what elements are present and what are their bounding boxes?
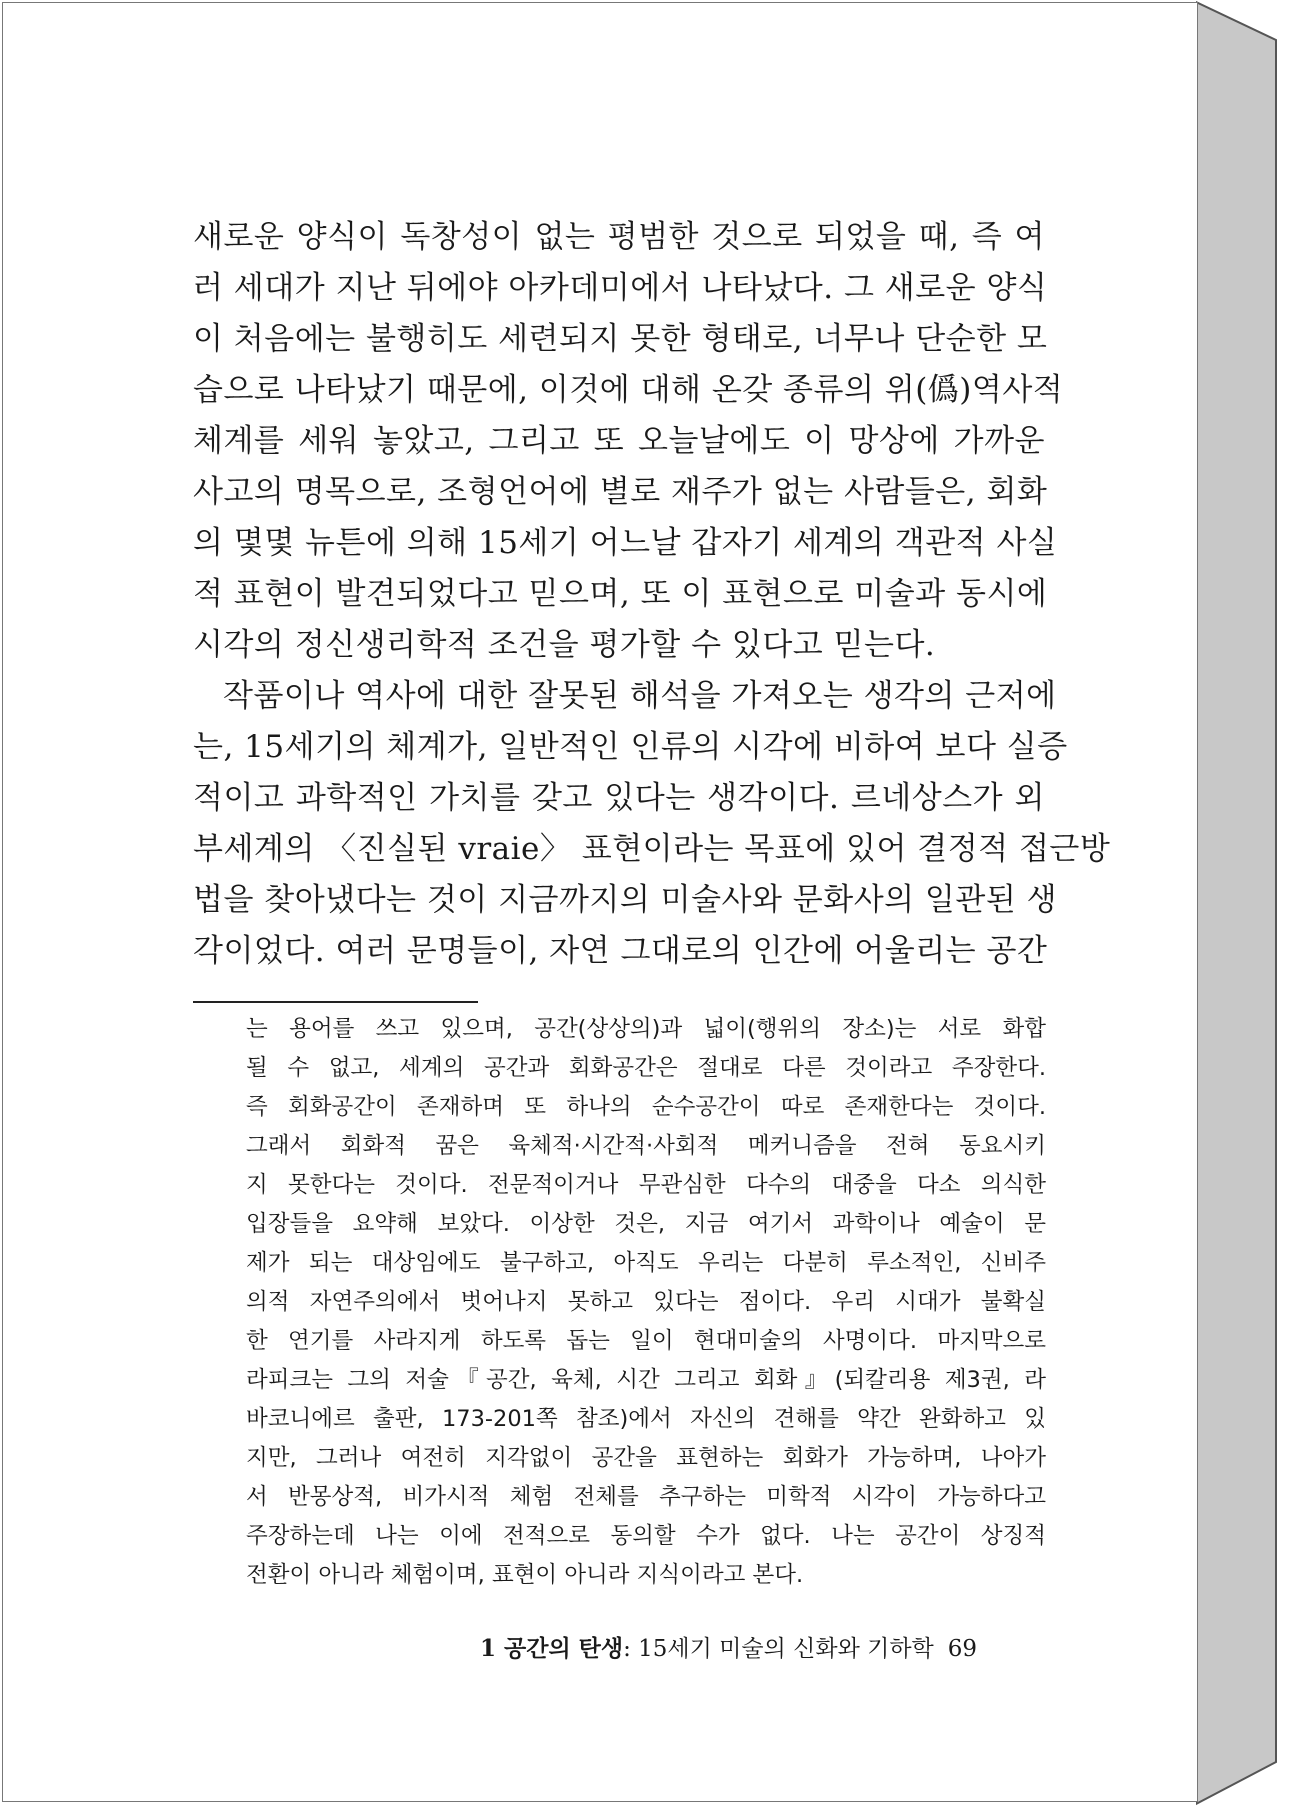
body-line: 습으로 나타났기 때문에, 이것에 대해 온갖 종류의 위(僞)역사적 xyxy=(193,372,1064,408)
footnote-line: 될 수 없고, 세계의 공간과 회화공간은 절대로 다른 것이라고 주장한다. xyxy=(246,1055,1046,1081)
footnote-line: 주장하는데 나는 이에 전적으로 동의할 수가 없다. 나는 공간이 상징적 xyxy=(246,1523,1046,1549)
running-footer xyxy=(480,1630,1020,1663)
book-side-face xyxy=(1196,2,1276,1804)
chapter-title: 1 공간의 탄생 xyxy=(480,1635,624,1662)
body-line: 러 세대가 지난 뒤에야 아카데미에서 나타났다. 그 새로운 양식 xyxy=(193,270,1048,306)
footnote-line: 라피크는 그의 저술『공간, 육체, 시간 그리고 회화』(되칼리용 제3권, 라 xyxy=(246,1367,1046,1393)
body-line: 부세계의 〈진실된 vraie〉 표현이라는 목표에 있어 결정적 접근방 xyxy=(193,831,1111,867)
body-line: 새로운 양식이 독창성이 없는 평범한 것으로 되었을 때, 즉 여 xyxy=(193,219,1045,255)
footnote-divider xyxy=(193,1001,478,1003)
footnote-line: 바코니에르 출판, 173-201쪽 참조)에서 자신의 견해를 약간 완화하고 있 xyxy=(246,1406,1046,1432)
body-line: 의 몇몇 뉴튼에 의해 15세기 어느날 갑자기 세계의 객관적 사실 xyxy=(193,525,1058,561)
body-line: 작품이나 역사에 대한 잘못된 해석을 가져오는 생각의 근저에 xyxy=(223,678,1057,714)
footnote-line: 지만, 그러나 여전히 지각없이 공간을 표현하는 회화가 가능하며, 나아가 xyxy=(246,1445,1046,1471)
footnote-line: 제가 되는 대상임에도 불구하고, 아직도 우리는 다분히 루소적인, 신비주 xyxy=(246,1250,1046,1276)
footnote-line: 의적 자연주의에서 벗어나지 못하고 있다는 점이다. 우리 시대가 불확실 xyxy=(246,1289,1046,1315)
footnote-line: 전환이 아니라 체험이며, 표현이 아니라 지식이라고 본다. xyxy=(246,1562,804,1588)
footnote-line: 입장들을 요약해 보았다. 이상한 것은, 지금 여기서 과학이나 예술이 문 xyxy=(246,1211,1046,1237)
body-line: 각이었다. 여러 문명들이, 자연 그대로의 인간에 어울리는 공간 xyxy=(193,933,1048,969)
footnote-line: 지 못한다는 것이다. 전문적이거나 무관심한 다수의 대중을 다소 의식한 xyxy=(246,1172,1046,1198)
body-line: 법을 찾아냈다는 것이 지금까지의 미술사와 문화사의 일관된 생 xyxy=(193,882,1058,918)
body-line: 체계를 세워 놓았고, 그리고 또 오늘날에도 이 망상에 가까운 xyxy=(193,423,1045,459)
body-line: 시각의 정신생리학적 조건을 평가할 수 있다고 믿는다. xyxy=(193,627,936,663)
chapter-subtitle: : 15세기 미술의 신화와 기하학 xyxy=(623,1636,934,1662)
body-line: 적 표현이 발견되었다고 믿으며, 또 이 표현으로 미술과 동시에 xyxy=(193,576,1048,612)
footnote-text xyxy=(246,1010,1046,1595)
book-thickness-edge xyxy=(1196,0,1307,1806)
footnote-line: 즉 회화공간이 존재하며 또 하나의 순수공간이 따로 존재한다는 것이다. xyxy=(246,1094,1046,1120)
body-paragraph xyxy=(193,671,1111,977)
body-line: 사고의 명목으로, 조형언어에 별로 재주가 없는 사람들은, 회화 xyxy=(193,474,1048,510)
body-line: 는, 15세기의 체계가, 일반적인 인류의 시각에 비하여 보다 실증 xyxy=(193,729,1068,765)
body-line: 이 처음에는 불행히도 세련되지 못한 형태로, 너무나 단순한 모 xyxy=(193,321,1048,357)
footnote-line: 는 용어를 쓰고 있으며, 공간(상상의)과 넓이(행위의 장소)는 서로 화합 xyxy=(246,1016,1046,1042)
body-paragraph xyxy=(193,212,1064,671)
main-body-text xyxy=(193,212,1111,977)
page-number: 69 xyxy=(947,1636,978,1662)
body-line: 적이고 과학적인 가치를 갖고 있다는 생각이다. 르네상스가 외 xyxy=(193,780,1045,816)
footnote-line: 한 연기를 사라지게 하도록 돕는 일이 현대미술의 사명이다. 마지막으로 xyxy=(246,1328,1046,1354)
footnote-line: 서 반몽상적, 비가시적 체험 전체를 추구하는 미학적 시각이 가능하다고 xyxy=(246,1484,1046,1510)
footnote-line: 그래서 회화적 꿈은 육체적·시간적·사회적 메커니즘을 전혀 동요시키 xyxy=(246,1133,1046,1159)
